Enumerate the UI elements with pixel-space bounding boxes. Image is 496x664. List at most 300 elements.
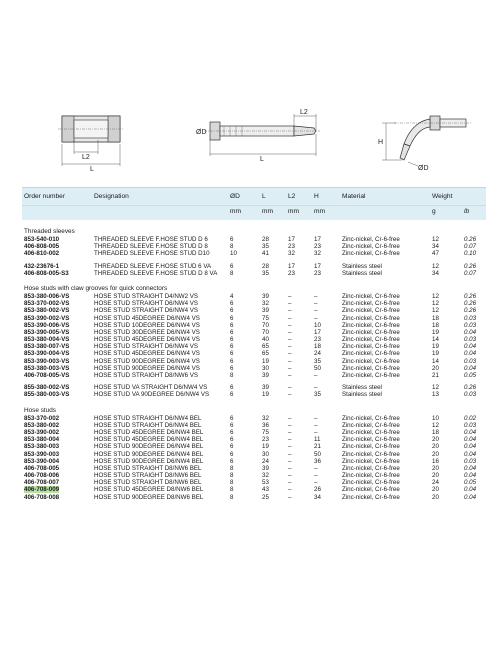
cell-desc: HOSE STUD 45DEGREE D8/NW6 BEL (94, 486, 204, 494)
order-number: 406-808-005-S3 (24, 269, 69, 277)
order-number: 853-380-004-VS (24, 336, 70, 344)
cell-g: 20 (432, 464, 439, 472)
table-row (22, 350, 486, 357)
table-header (22, 187, 486, 220)
cell-l2: – (288, 414, 292, 422)
cell-order (24, 415, 59, 422)
cell-mat: Zinc-nickel, Cr-6-free (342, 443, 400, 451)
cell-l2: – (288, 457, 292, 465)
cell-order (24, 365, 69, 372)
cell-od: 8 (230, 464, 234, 472)
cell-desc: HOSE STUD 10DEGREE D6/NW4 VS (94, 321, 200, 329)
cell-od: 6 (230, 307, 234, 315)
table-row (22, 436, 486, 443)
table-row (22, 365, 486, 372)
cell-order (24, 315, 69, 322)
order-number: 853-380-006-VS (24, 292, 70, 300)
cell-h: – (314, 372, 318, 379)
cell-order (24, 391, 69, 398)
cell-h: 17 (314, 236, 321, 243)
cell-mat: Zinc-nickel, Cr-6-free (342, 300, 400, 308)
cell-h: – (314, 384, 318, 392)
cell-od: 8 (230, 479, 234, 487)
cell-h: 35 (314, 357, 321, 365)
cell-g: 12 (432, 384, 439, 392)
cell-l: 28 (262, 262, 269, 270)
cell-h: 10 (314, 321, 321, 329)
cell-mat: Zinc-nickel, Cr-6-free (342, 372, 400, 379)
cell-l: 30 (262, 364, 269, 372)
cell-lb: 0.26 (464, 300, 477, 308)
order-number: 406-708-008 (24, 493, 60, 501)
cell-mat: Zinc-nickel, Cr-6-free (342, 250, 400, 258)
table-row (22, 293, 486, 300)
order-number: 853-540-010 (24, 236, 60, 243)
cell-g: 20 (432, 436, 439, 444)
cell-g: 14 (432, 357, 439, 365)
cell-g: 14 (432, 336, 439, 344)
cell-l2: – (288, 436, 292, 444)
cell-h: 35 (314, 391, 321, 399)
cell-mat: Zinc-nickel, Cr-6-free (342, 336, 400, 344)
header-od: ØD (230, 193, 240, 200)
cell-h: 21 (314, 443, 321, 451)
header-designation: Designation (94, 193, 129, 200)
cell-h: 26 (314, 486, 321, 494)
order-number: 853-390-002 (24, 428, 60, 436)
cell-l: 65 (262, 350, 269, 358)
cell-desc: THREADED SLEEVE F.HOSE STUD D 8 VA (94, 269, 218, 277)
header-weight: Weight (432, 193, 453, 200)
fig2-od-label: ØD (196, 129, 207, 136)
order-number: 853-380-007-VS (24, 343, 70, 351)
cell-l2: – (288, 391, 292, 399)
cell-mat: Zinc-nickel, Cr-6-free (342, 307, 400, 315)
cell-h: 50 (314, 364, 321, 372)
cell-mat: Zinc-nickel, Cr-6-free (342, 357, 400, 365)
cell-order (24, 443, 59, 450)
cell-lb: 0.03 (464, 336, 477, 344)
cell-desc: HOSE STUD 90DEGREE D6/NW4 BEL (94, 450, 204, 458)
cell-desc: HOSE STUD 90DEGREE D6/NW4 VS (94, 357, 200, 365)
cell-l2: 17 (288, 262, 295, 270)
cell-order (24, 486, 59, 493)
unit-lb: lb (464, 208, 470, 215)
cell-desc: HOSE STUD STRAIGHT D6/NW4 VS (94, 300, 199, 308)
cell-mat: Zinc-nickel, Cr-6-free (342, 343, 400, 351)
order-number: 855-380-002-VS (24, 384, 70, 392)
cell-od: 6 (230, 343, 234, 351)
order-number: 406-708-005-VS (24, 372, 70, 379)
header-order-number: Order number (24, 193, 66, 200)
cell-l: 32 (262, 472, 269, 480)
cell-mat: Zinc-nickel, Cr-6-free (342, 493, 400, 501)
cell-lb: 0.04 (464, 472, 477, 480)
fig1-l-label: L (90, 166, 94, 173)
fig2-l2-label: L2 (300, 109, 308, 116)
cell-od: 6 (230, 350, 234, 358)
cell-desc: HOSE STUD 90DEGREE D6/NW4 BEL (94, 457, 204, 465)
order-number: 406-808-005 (24, 243, 60, 251)
cell-h: 23 (314, 243, 321, 251)
order-number: 853-390-002-VS (24, 314, 70, 322)
table-row (22, 422, 486, 429)
cell-g: 18 (432, 428, 439, 436)
cell-desc: HOSE STUD 45DEGREE D6/NW4 VS (94, 350, 200, 358)
order-number: 432-23676-1 (24, 262, 60, 270)
cell-lb: 0.04 (464, 493, 477, 501)
cell-h: 18 (314, 343, 321, 351)
unit-l2: mm (288, 208, 299, 215)
table-row (22, 472, 486, 479)
cell-lb: 0.26 (464, 262, 477, 270)
header-l2: L2 (288, 193, 296, 200)
table-row (22, 415, 486, 422)
cell-l: 65 (262, 343, 269, 351)
order-number: 853-380-004 (24, 436, 60, 444)
cell-l2: – (288, 314, 292, 322)
cell-od: 6 (230, 262, 234, 270)
cell-od: 6 (230, 336, 234, 344)
cell-order (24, 270, 69, 277)
cell-h: 17 (314, 262, 321, 270)
cell-l: 32 (262, 414, 269, 422)
cell-l: 28 (262, 236, 269, 243)
cell-h: – (314, 421, 318, 429)
order-number: 853-370-002-VS (24, 300, 70, 308)
cell-l2: – (288, 428, 292, 436)
table-row (22, 479, 486, 486)
cell-od: 6 (230, 421, 234, 429)
cell-h: 24 (314, 350, 321, 358)
cell-l: 75 (262, 314, 269, 322)
cell-desc: HOSE STUD VA 90DEGREE D6/NW4 VS (94, 391, 210, 399)
cell-l: 19 (262, 391, 269, 399)
cell-lb: 0.03 (464, 314, 477, 322)
fig1-l2-label: L2 (82, 154, 90, 161)
technical-drawings (0, 0, 496, 185)
cell-desc: THREADED SLEEVE F.HOSE STUD D10 (94, 250, 210, 258)
table-row (22, 329, 486, 336)
cell-l: 70 (262, 321, 269, 329)
cell-g: 20 (432, 493, 439, 501)
cell-order (24, 429, 59, 436)
cell-od: 8 (230, 472, 234, 480)
cell-g: 12 (432, 307, 439, 315)
cell-mat: Zinc-nickel, Cr-6-free (342, 292, 400, 300)
cell-l: 23 (262, 436, 269, 444)
cell-l2: – (288, 472, 292, 480)
cell-mat: Stainless steel (342, 269, 382, 277)
cell-lb: 0.04 (464, 436, 477, 444)
cell-lb: 0.04 (464, 443, 477, 451)
cell-l: 35 (262, 243, 269, 251)
cell-lb: 0.10 (464, 250, 477, 258)
cell-lb: 0.04 (464, 428, 477, 436)
header-l: L (262, 193, 266, 200)
cell-g: 34 (432, 269, 439, 277)
order-number: 853-380-002 (24, 421, 60, 429)
cell-l: 36 (262, 421, 269, 429)
cell-desc: HOSE STUD STRAIGHT D6/NW4 BEL (94, 414, 202, 422)
order-number: 406-708-009 (24, 486, 60, 494)
order-number: 853-390-003 (24, 450, 60, 458)
cell-l: 24 (262, 457, 269, 465)
cell-mat: Zinc-nickel, Cr-6-free (342, 243, 400, 251)
cell-lb: 0.26 (464, 384, 477, 392)
cell-mat: Zinc-nickel, Cr-6-free (342, 314, 400, 322)
order-number: 853-390-004 (24, 457, 60, 465)
cell-l2: – (288, 343, 292, 351)
cell-order (24, 329, 69, 336)
cell-l: 30 (262, 450, 269, 458)
cell-l: 39 (262, 464, 269, 472)
cell-od: 6 (230, 414, 234, 422)
cell-od: 8 (230, 243, 234, 251)
cell-order (24, 384, 69, 391)
straight-hose-stud-drawing (196, 108, 326, 164)
order-number: 406-708-007 (24, 479, 60, 487)
cell-l2: – (288, 443, 292, 451)
cell-l2: – (288, 421, 292, 429)
cell-l: 39 (262, 372, 269, 379)
cell-l2: – (288, 307, 292, 315)
unit-g: g (432, 208, 436, 215)
cell-mat: Zinc-nickel, Cr-6-free (342, 364, 400, 372)
cell-l2: 17 (288, 236, 295, 243)
table-row (22, 458, 486, 465)
cell-h: 50 (314, 450, 321, 458)
cell-l2: – (288, 357, 292, 365)
cell-l2: – (288, 486, 292, 494)
cell-od: 8 (230, 493, 234, 501)
cell-order (24, 465, 59, 472)
cell-mat: Zinc-nickel, Cr-6-free (342, 486, 400, 494)
cell-od: 4 (230, 292, 234, 300)
cell-lb: 0.03 (464, 457, 477, 465)
table-row (22, 486, 486, 493)
cell-mat: Stainless steel (342, 391, 382, 399)
order-number: 853-390-005-VS (24, 328, 70, 336)
cell-l2: – (288, 479, 292, 487)
order-number: 853-390-006-VS (24, 321, 70, 329)
cell-l2: – (288, 450, 292, 458)
group-title: Hose studs with claw grooves for quick connectors (24, 284, 168, 292)
cell-l: 25 (262, 493, 269, 501)
cell-order (24, 307, 69, 314)
cell-desc: HOSE STUD 30DEGREE D6/NW4 VS (94, 328, 200, 336)
cell-h: 23 (314, 336, 321, 344)
cell-g: 20 (432, 486, 439, 494)
cell-order (24, 243, 59, 250)
cell-g: 20 (432, 450, 439, 458)
cell-desc: HOSE STUD VA STRAIGHT D6/NW4 VS (94, 384, 208, 392)
cell-desc: HOSE STUD 90DEGREE D6/NW4 VS (94, 364, 200, 372)
cell-desc: HOSE STUD 45DEGREE D6/NW4 VS (94, 336, 200, 344)
cell-l: 43 (262, 486, 269, 494)
cell-h: 17 (314, 328, 321, 336)
table-body (22, 228, 486, 501)
cell-mat: Zinc-nickel, Cr-6-free (342, 436, 400, 444)
table-row (22, 372, 486, 379)
cell-l2: – (288, 464, 292, 472)
cell-od: 6 (230, 364, 234, 372)
cell-desc: HOSE STUD 45DEGREE D6/NW4 BEL (94, 428, 204, 436)
cell-l: 70 (262, 328, 269, 336)
order-number: 855-380-003-VS (24, 391, 70, 399)
unit-h: mm (314, 208, 325, 215)
cell-mat: Zinc-nickel, Cr-6-free (342, 464, 400, 472)
cell-g: 12 (432, 421, 439, 429)
cell-od: 6 (230, 428, 234, 436)
cell-od: 6 (230, 384, 234, 392)
cell-g: 21 (432, 372, 439, 379)
cell-lb: 0.26 (464, 292, 477, 300)
cell-g: 20 (432, 443, 439, 451)
cell-l: 39 (262, 292, 269, 300)
cell-desc: HOSE STUD STRAIGHT D6/NW4 BEL (94, 421, 202, 429)
cell-mat: Stainless steel (342, 262, 382, 270)
cell-h: – (314, 292, 318, 300)
cell-lb: 0.04 (464, 486, 477, 494)
cell-h: – (314, 464, 318, 472)
cell-h: 23 (314, 269, 321, 277)
cell-order (24, 293, 69, 300)
cell-mat: Zinc-nickel, Cr-6-free (342, 450, 400, 458)
order-number: 406-708-006 (24, 472, 60, 480)
cell-h: 11 (314, 436, 321, 444)
cell-g: 12 (432, 292, 439, 300)
cell-lb: 0.02 (464, 414, 477, 422)
cell-order (24, 358, 69, 365)
cell-l: 53 (262, 479, 269, 487)
order-number: 853-380-002-VS (24, 307, 70, 315)
cell-h: – (314, 307, 318, 315)
cell-l2: 23 (288, 269, 295, 277)
cell-h: – (314, 314, 318, 322)
cell-mat: Zinc-nickel, Cr-6-free (342, 321, 400, 329)
cell-od: 8 (230, 372, 234, 379)
cell-h: – (314, 428, 318, 436)
cell-lb: 0.04 (464, 450, 477, 458)
table-group (22, 407, 486, 501)
table-row (22, 270, 486, 277)
cell-l2: 32 (288, 250, 295, 258)
table-row (22, 322, 486, 329)
cell-mat: Zinc-nickel, Cr-6-free (342, 328, 400, 336)
table-row (22, 250, 486, 257)
cell-l2: – (288, 321, 292, 329)
cell-h: 34 (314, 493, 321, 501)
cell-lb: 0.03 (464, 357, 477, 365)
cell-h: – (314, 414, 318, 422)
cell-od: 6 (230, 321, 234, 329)
table-row (22, 263, 486, 270)
cell-order (24, 300, 69, 307)
cell-mat: Zinc-nickel, Cr-6-free (342, 428, 400, 436)
cell-lb: 0.07 (464, 243, 477, 251)
cell-desc: HOSE STUD STRAIGHT D8/NW6 BEL (94, 464, 202, 472)
cell-od: 6 (230, 236, 234, 243)
table-row (22, 236, 486, 243)
table-row (22, 300, 486, 307)
cell-desc: HOSE STUD STRAIGHT D6/NW4 VS (94, 307, 199, 315)
cell-od: 8 (230, 269, 234, 277)
cell-mat: Zinc-nickel, Cr-6-free (342, 236, 400, 243)
cell-order (24, 250, 59, 257)
cell-desc: HOSE STUD STRAIGHT D6/NW4 VS (94, 343, 199, 351)
cell-od: 10 (230, 250, 237, 258)
cell-od: 6 (230, 457, 234, 465)
cell-mat: Zinc-nickel, Cr-6-free (342, 479, 400, 487)
cell-od: 6 (230, 450, 234, 458)
cell-g: 13 (432, 391, 439, 399)
cell-g: 24 (432, 479, 439, 487)
table-group (22, 228, 486, 277)
cell-desc: HOSE STUD STRAIGHT D8/NW6 BEL (94, 479, 202, 487)
cell-lb: 0.04 (464, 364, 477, 372)
cell-od: 6 (230, 436, 234, 444)
cell-l2: – (288, 336, 292, 344)
cell-l2: – (288, 300, 292, 308)
cell-mat: Stainless steel (342, 384, 382, 392)
cell-mat: Zinc-nickel, Cr-6-free (342, 472, 400, 480)
cell-order (24, 458, 59, 465)
cell-l: 40 (262, 336, 269, 344)
group-title: Threaded sleeves (24, 228, 75, 235)
table-row (22, 494, 486, 501)
table-row (22, 243, 486, 250)
table-row (22, 384, 486, 391)
cell-l2: – (288, 384, 292, 392)
cell-l: 39 (262, 384, 269, 392)
cell-g: 12 (432, 262, 439, 270)
cell-h: 32 (314, 250, 321, 258)
cell-od: 6 (230, 391, 234, 399)
cell-l: 19 (262, 357, 269, 365)
cell-l2: – (288, 372, 292, 379)
cell-mat: Zinc-nickel, Cr-6-free (342, 414, 400, 422)
cell-l2: 23 (288, 243, 295, 251)
cell-desc: HOSE STUD STRAIGHT D8/NW6 VS (94, 372, 199, 379)
cell-l: 41 (262, 250, 269, 258)
cell-mat: Zinc-nickel, Cr-6-free (342, 350, 400, 358)
unit-l: mm (262, 208, 273, 215)
cell-order (24, 451, 59, 458)
table-row (22, 443, 486, 450)
cell-g: 19 (432, 328, 439, 336)
fig3-od-label: ØD (418, 165, 429, 172)
cell-lb: 0.04 (464, 343, 477, 351)
product-table (22, 187, 486, 501)
unit-od: mm (230, 208, 241, 215)
angled-hose-stud-drawing (372, 104, 482, 174)
cell-lb: 0.03 (464, 391, 477, 399)
cell-order (24, 236, 59, 243)
order-number: 853-380-003 (24, 443, 60, 451)
cell-order (24, 472, 59, 479)
cell-od: 6 (230, 300, 234, 308)
group-title: Hose studs (24, 406, 56, 414)
cell-h: – (314, 479, 318, 487)
table-row (22, 343, 486, 350)
cell-lb: 0.04 (464, 328, 477, 336)
cell-order (24, 436, 59, 443)
cell-l: 32 (262, 300, 269, 308)
cell-g: 18 (432, 321, 439, 329)
cell-g: 47 (432, 250, 439, 258)
cell-g: 10 (432, 414, 439, 422)
